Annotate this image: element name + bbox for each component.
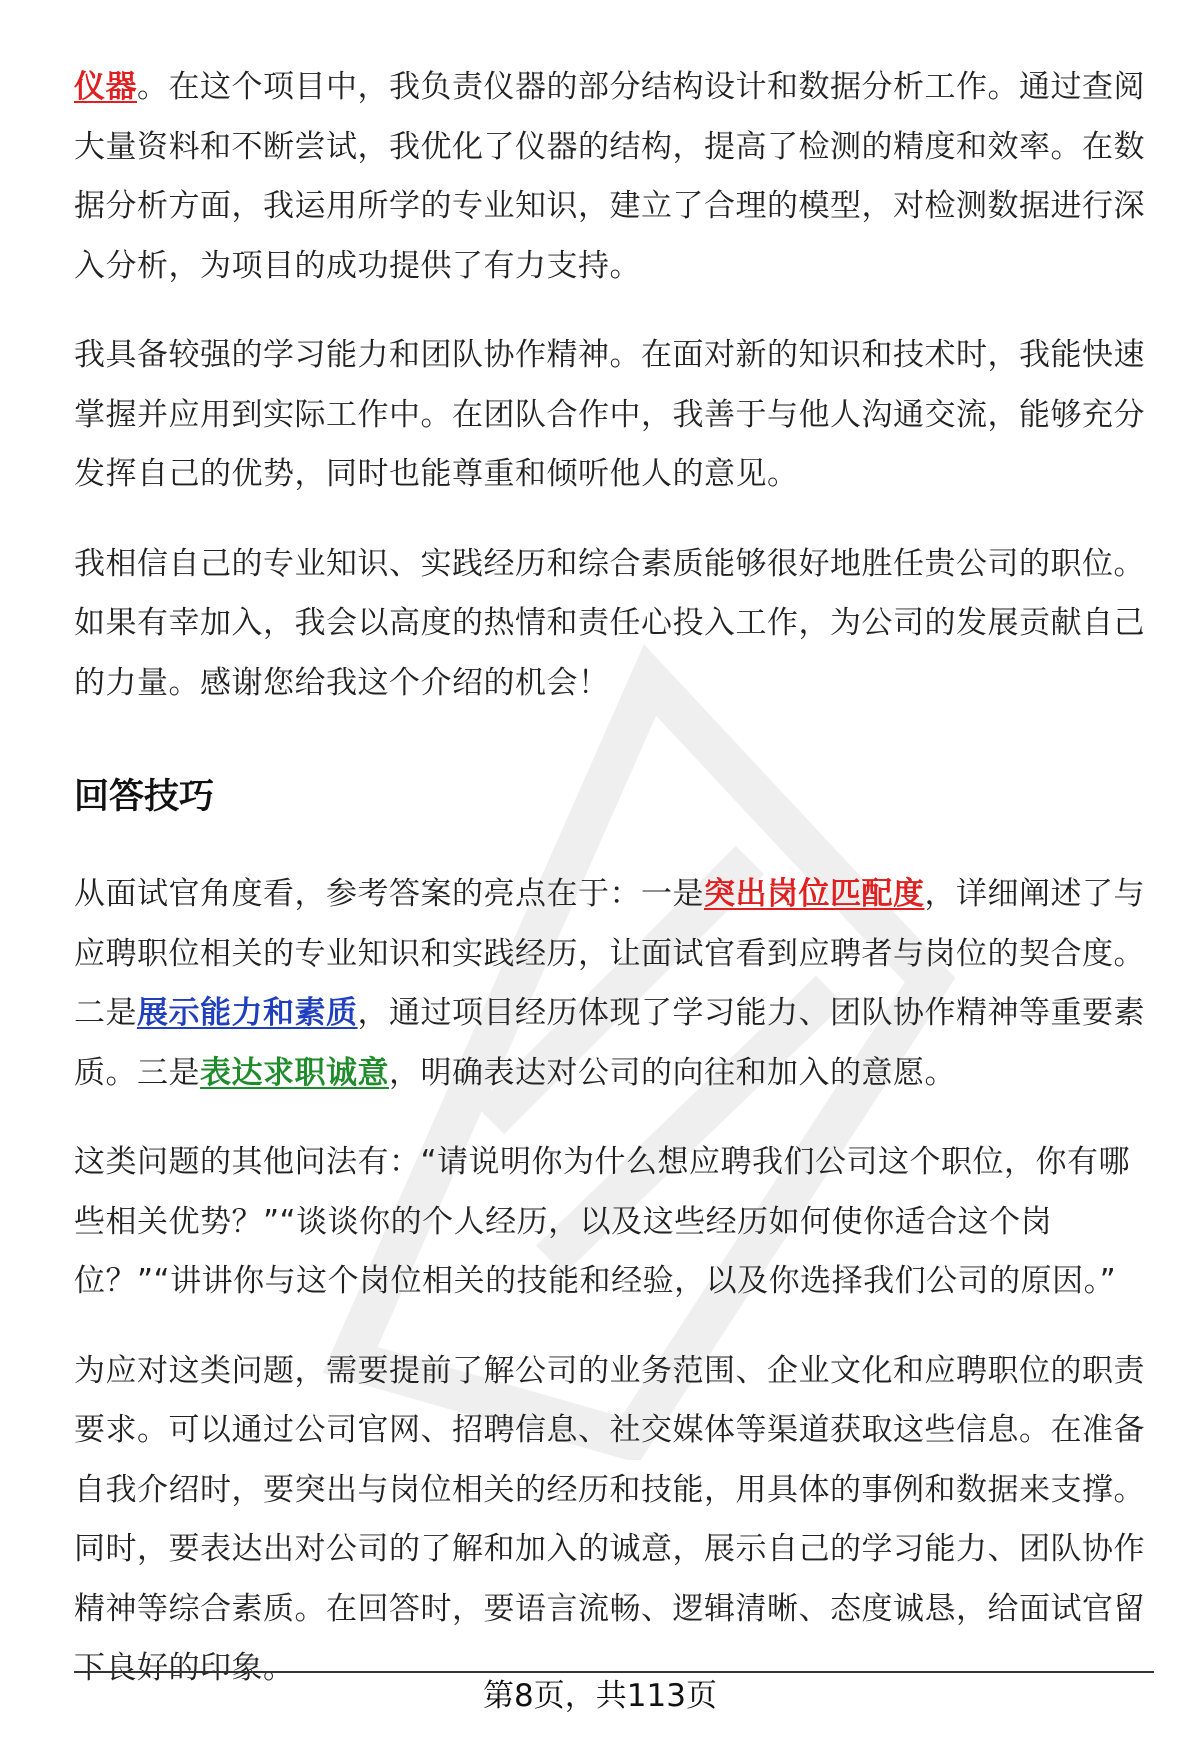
highlight-sincerity: 表达求职诚意: [200, 1054, 389, 1091]
interviewer-view-text-1: 从面试官角度看，参考答案的亮点在于：一是: [74, 876, 704, 912]
paragraph-project-experience: [74, 58, 1146, 296]
footer-divider: [74, 1671, 1154, 1673]
highlight-job-match: 突出岗位匹配度: [704, 876, 925, 912]
interviewer-view-text-4: ，明确表达对公司的向往和加入的意愿。: [389, 1054, 956, 1091]
document-page: [74, 58, 1146, 1729]
highlight-instrument: 仪器: [74, 69, 137, 105]
paragraph-project-experience-text: 。在这个项目中，我负责仪器的部分结构设计和数据分析工作。通过查阅大量资料和不断尝试，我优化了仪器的结构，提高了检测的精度和效率。在数据分析方面，我运用所学的专业知识，建立了合理的模型，对检测数据进行深入分析，为项目的成功提供了有力支持。: [74, 69, 1145, 284]
paragraph-closing: 我相信自己的专业知识、实践经历和综合素质能够很好地胜任贵公司的职位。如果有幸加入，我会以高度的热情和责任心投入工作，为公司的发展贡献自己的力量。感谢您给我这个介绍的机会！: [74, 545, 1145, 701]
paragraph-interviewer-view: [74, 865, 1146, 1103]
highlight-ability-quality: 展示能力和素质: [137, 995, 358, 1031]
interviewer-view-text-2: ，详细阐述了与应聘职位相关的专业知识和实践经历，让面试官看到应聘者与岗位的契合度。二是: [74, 876, 1145, 1031]
section-title-answer-tips: 回答技巧: [74, 777, 215, 817]
paragraph-alternative-questions: 这类问题的其他问法有：“请说明你为什么想应聘我们公司这个职位，你有哪些相关优势？”“谈谈你的个人经历，以及这些经历如何使你适合这个岗位？”“讲讲你与这个岗位相关的技能和经验，以及你选择我们公司的原因。”: [74, 1144, 1131, 1299]
page-number: 第8页，共113页: [483, 1678, 717, 1714]
paragraph-preparation-advice: 为应对这类问题，需要提前了解公司的业务范围、企业文化和应聘职位的职责要求。可以通过公司官网、招聘信息、社交媒体等渠道获取这些信息。在准备自我介绍时，要突出与岗位相关的经历和技能，用具体的事例和数据来支撑。同时，要表达出对公司的了解和加入的诚意，展示自己的学习能力、团队协作精神等综合素质。在回答时，要语言流畅、逻辑清晰、态度诚恳，给面试官留下良好的印象。: [74, 1352, 1145, 1686]
paragraph-learning-teamwork: 我具备较强的学习能力和团队协作精神。在面对新的知识和技术时，我能快速掌握并应用到实际工作中。在团队合作中，我善于与他人沟通交流，能够充分发挥自己的优势，同时也能尊重和倾听他人的意见。: [74, 337, 1145, 492]
interviewer-view-text-3: ，通过项目经历体现了学习能力、团队协作精神等重要素质。三是: [74, 995, 1145, 1091]
